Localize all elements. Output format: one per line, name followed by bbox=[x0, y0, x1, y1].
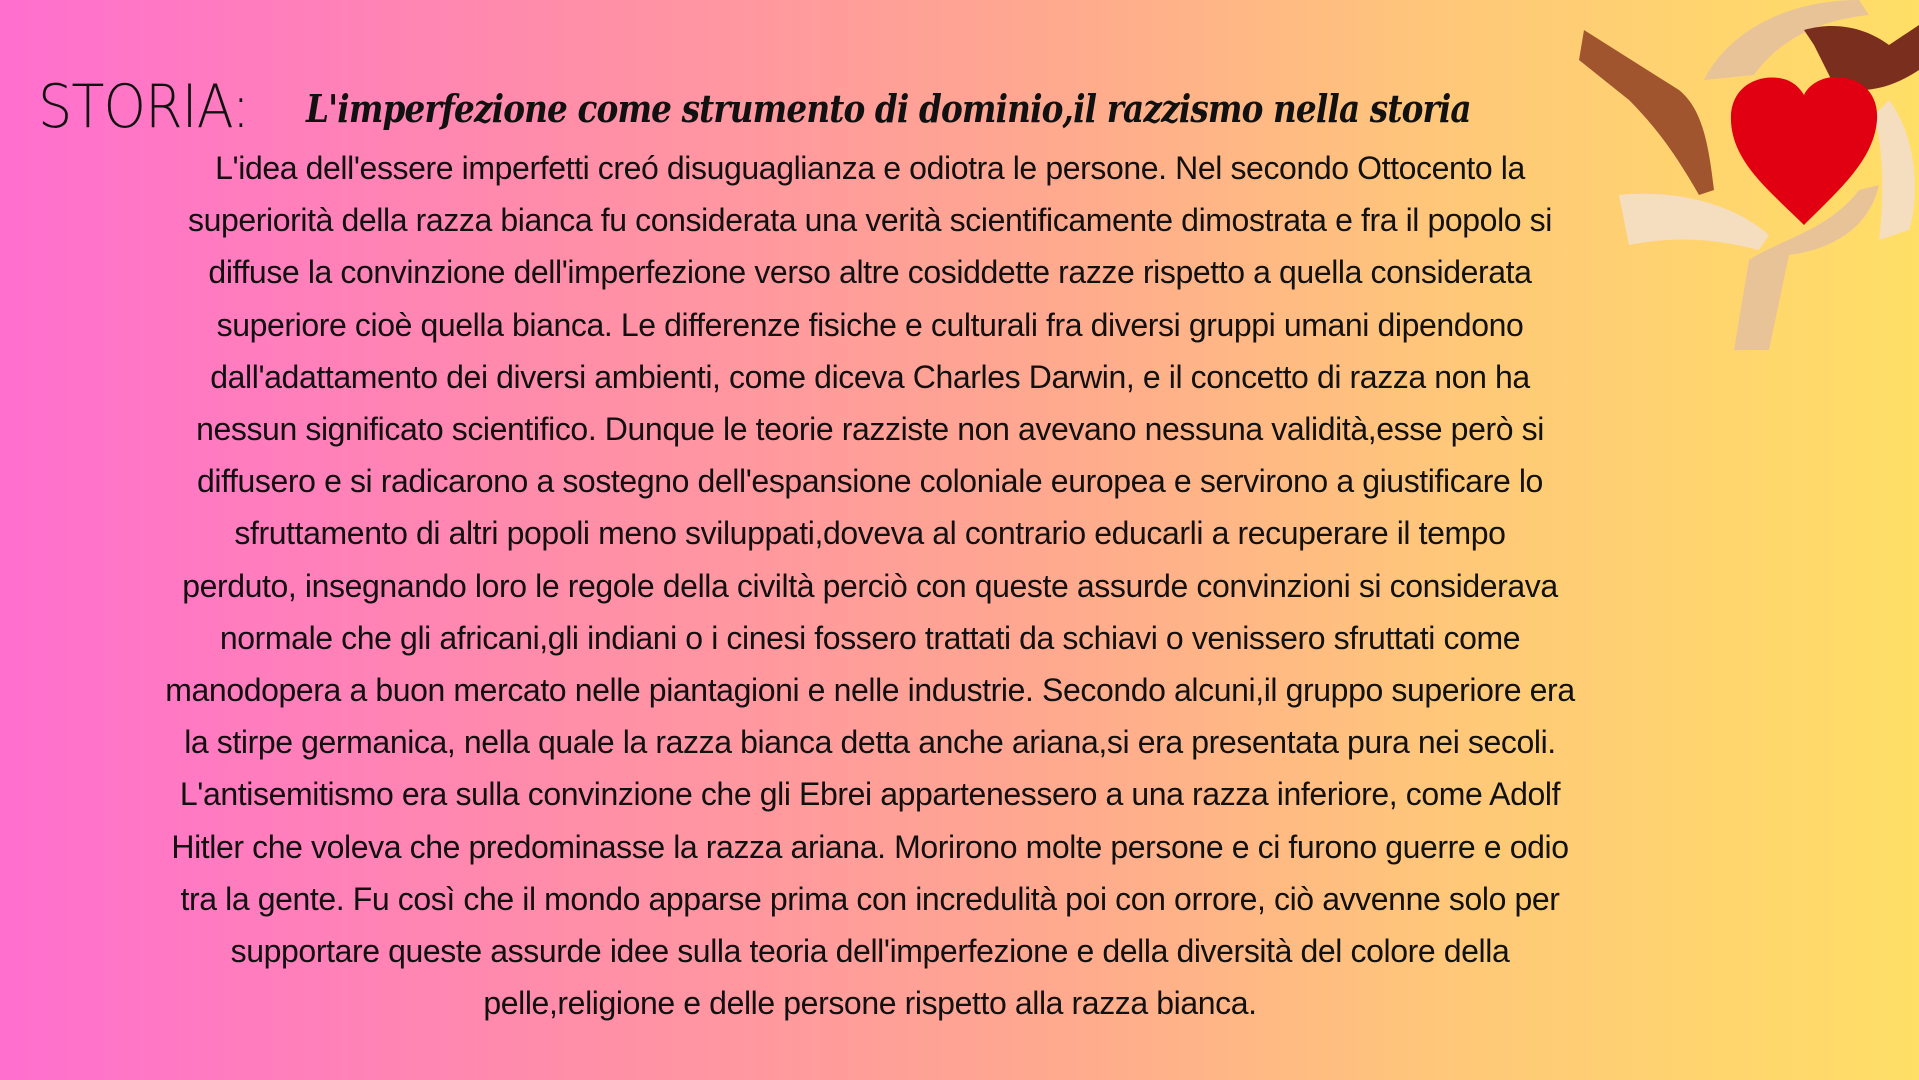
text-line: superiorità della razza bianca fu considerata una verità scientificamente dimostrata e fra il popolo si bbox=[188, 202, 1552, 239]
text-line: supportare queste assurde idee sulla teoria dell'imperfezione e della diversità del colore della bbox=[230, 933, 1510, 970]
text-line: diffusero e si radicarono a sostegno dell'espansione coloniale europea e servirono a giustificare lo bbox=[197, 463, 1543, 500]
text-line: L'antisemitismo era sulla convinzione che gli Ebrei appartenessero a una razza inferiore, come Adolf bbox=[179, 776, 1561, 813]
text-line: manodopera a buon mercato nelle piantagioni e nelle industrie. Secondo alcuni,il gruppo superiore era bbox=[165, 672, 1575, 709]
text-line: dall'adattamento dei diversi ambienti, come diceva Charles Darwin, e il concetto di razza non ha bbox=[210, 358, 1530, 395]
text-line: pelle,religione e delle persone rispetto alla razza bianca. bbox=[483, 985, 1257, 1022]
text-line: sfruttamento di altri popoli meno sviluppati,doveva al contrario educarli a recuperare il tempo bbox=[234, 515, 1506, 552]
text-line: diffuse la convinzione dell'imperfezione verso altre cosiddette razze rispetto a quella considerata bbox=[208, 254, 1532, 291]
body-text bbox=[30, 142, 1710, 1029]
text-line: la stirpe germanica, nella quale la razza bianca detta anche ariana,si era presentata pura nei secoli. bbox=[184, 724, 1556, 761]
hand-light-right bbox=[1874, 100, 1915, 240]
text-line: Hitler che voleva che predominasse la razza ariana. Morirono molte persone e ci furono guerre e odio bbox=[171, 828, 1569, 865]
text-line: L'idea dell'essere imperfetti creó disuguaglianza e odiotra le persone. Nel secondo Ottocento la bbox=[215, 150, 1525, 186]
text-line: nessun significato scientifico. Dunque le teorie razziste non avevano nessuna validità,esse però si bbox=[196, 411, 1544, 448]
text-line: perduto, insegnando loro le regole della civiltà perciò con queste assurde convinzioni si considerava bbox=[182, 567, 1558, 604]
page-subtitle: L'imperfezione come strumento di dominio,il razzismo nella storia bbox=[306, 86, 1471, 131]
text-line: superiore cioè quella bianca. Le differenze fisiche e culturali fra diversi gruppi umani dipendono bbox=[216, 306, 1524, 343]
text-line: normale che gli africani,gli indiani o i cinesi fossero trattati da schiavi o venissero sfruttati come bbox=[219, 619, 1521, 656]
page-title: STORIA: bbox=[38, 72, 250, 142]
text-line: tra la gente. Fu così che il mondo apparse prima con incredulità poi con orrore, ciò avvenne solo per bbox=[180, 880, 1560, 917]
